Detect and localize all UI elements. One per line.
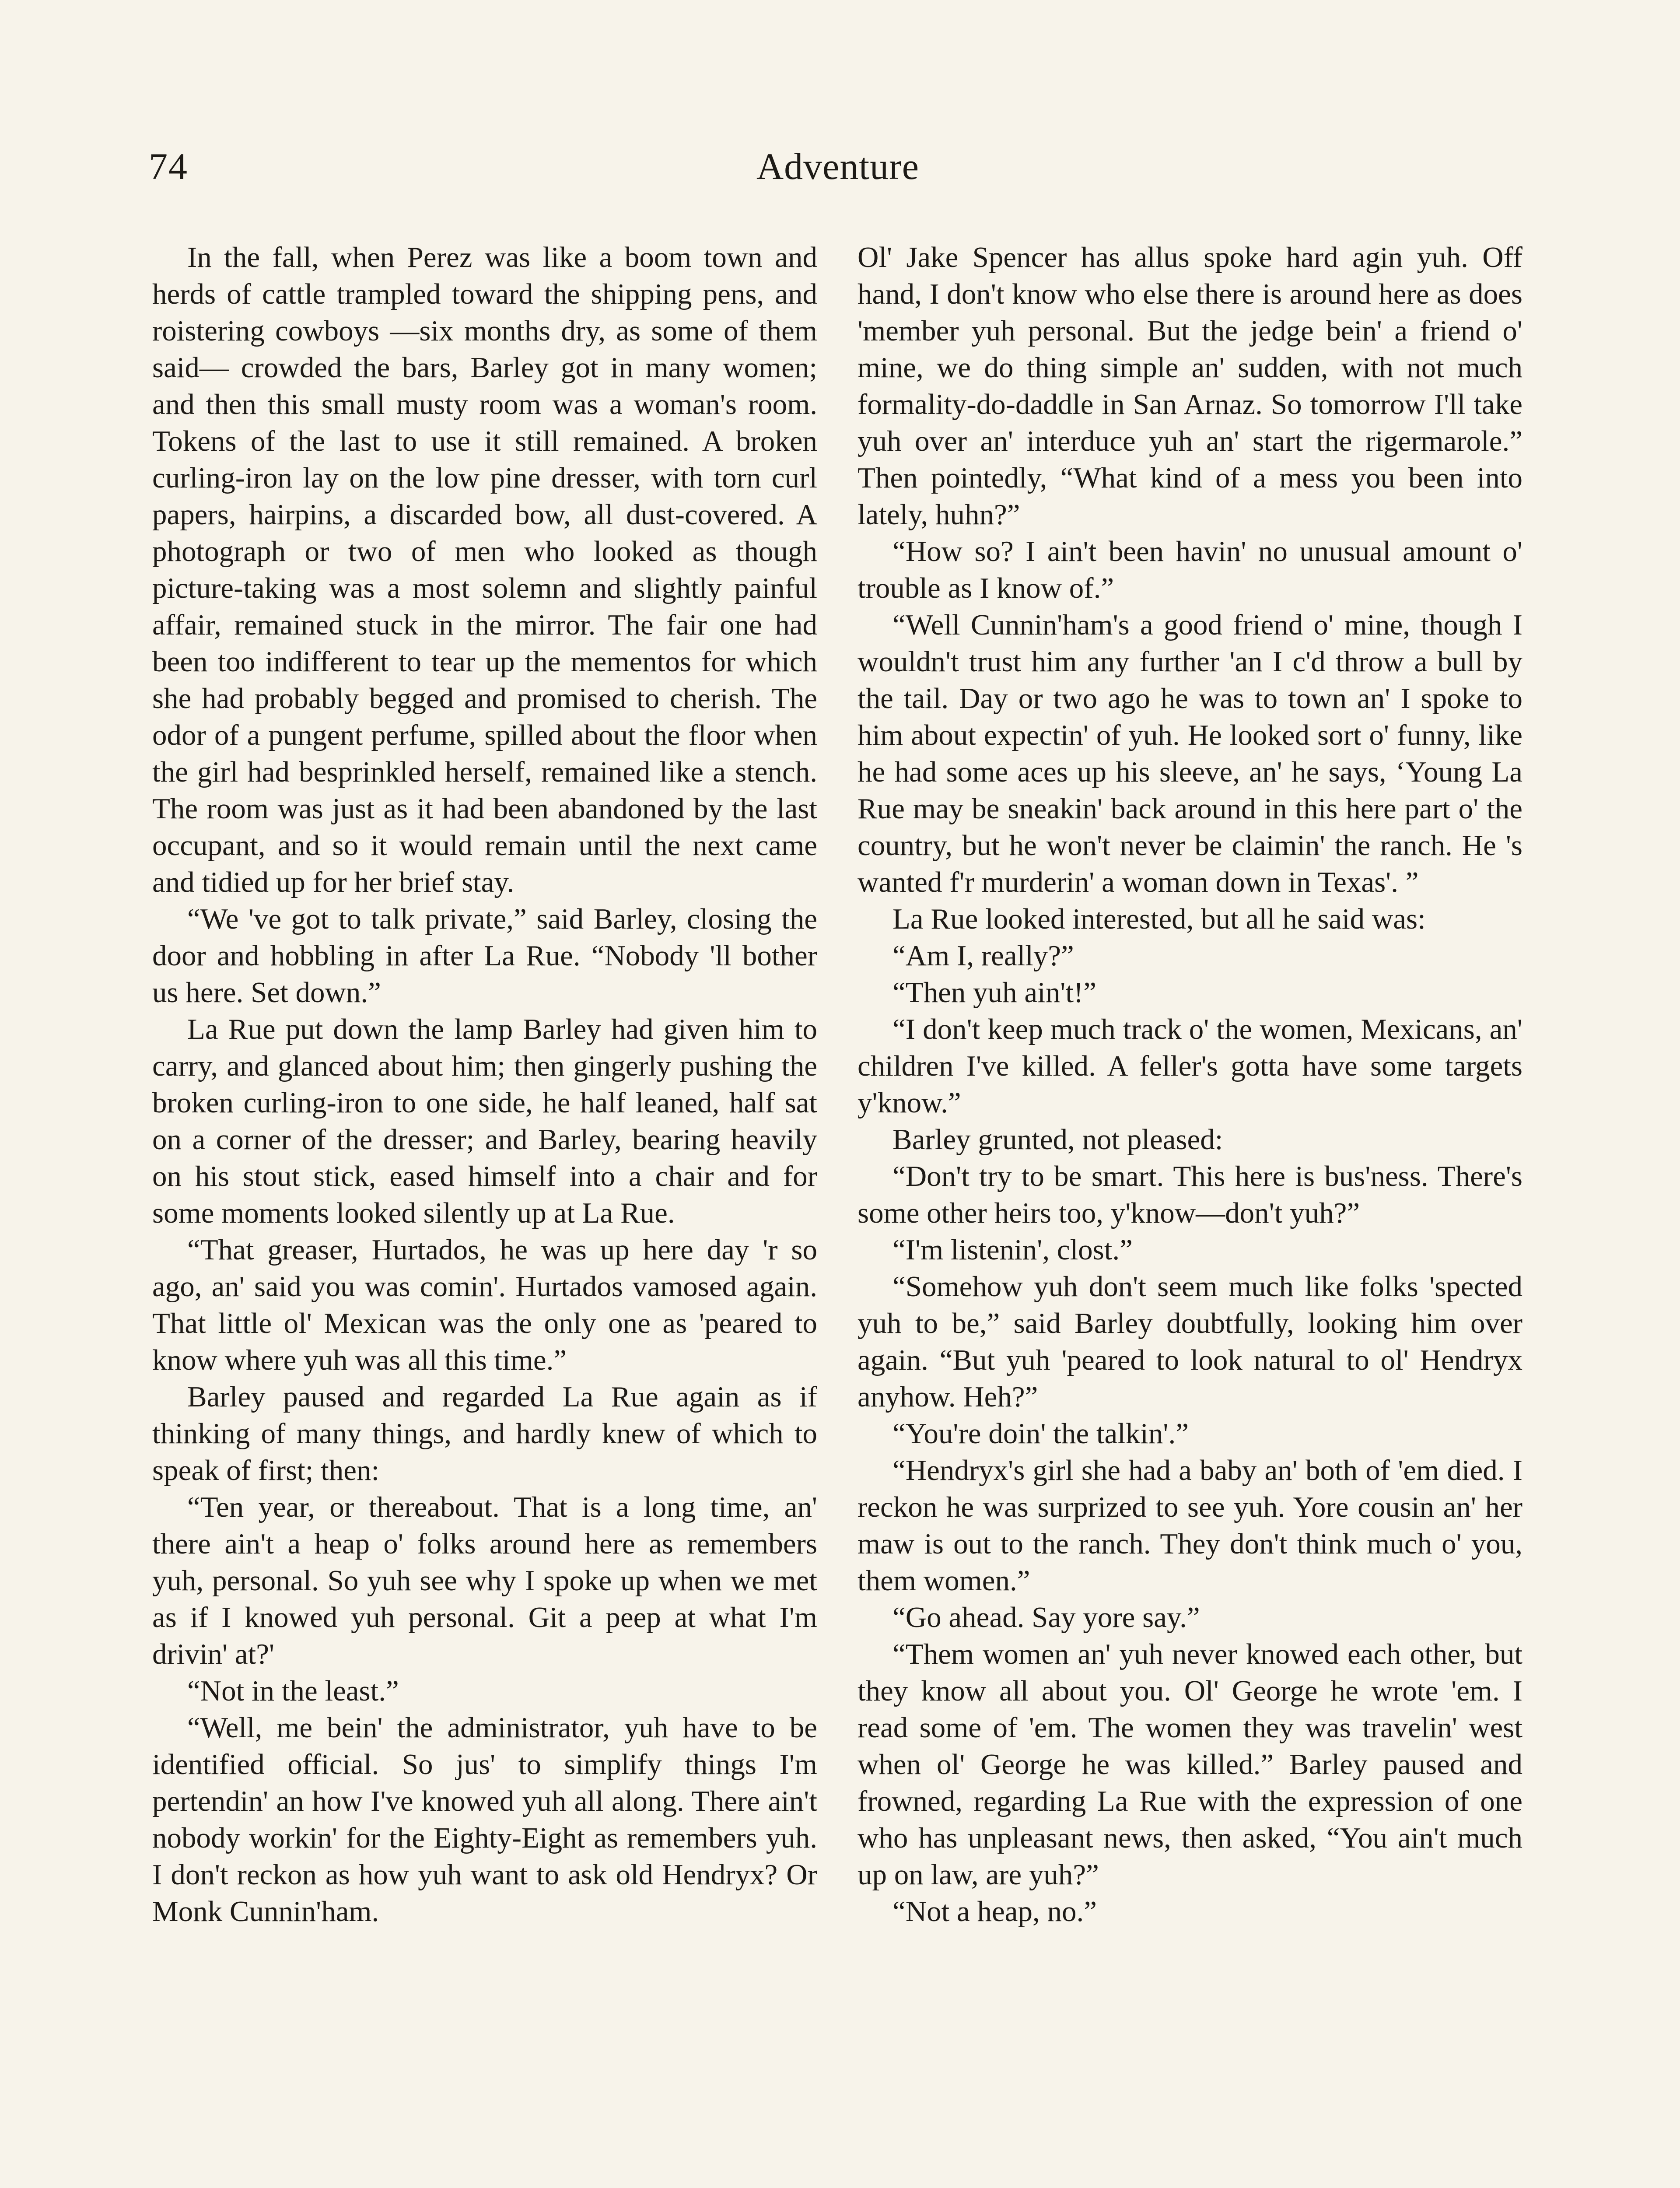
paragraph: “Somehow yuh don't seem much like folks 'spected yuh to be,” said Barley doubtfully, looking him over again. “But yuh 'peared to look natural to ol' Hendryx anyhow. Heh?”	[858, 1270, 1522, 1413]
paragraph: “Go ahead. Say yore say.”	[892, 1601, 1200, 1634]
paragraph-continued: Ol' Jake Spencer has allus spoke hard agin yuh. Off hand, I don't know who else there is around here as does 'member yuh personal. But the jedge bein' a friend o' mine, we do thing simple an' sudden, with not much formality-do-daddle in San Arnaz. So tomorrow I'll take yuh over an' interduce yuh an' start the rigermarole.” Then pointedly, “What kind of a mess you been into lately, huhn?”	[858, 241, 1522, 531]
paragraph: La Rue put down the lamp Barley had given him to carry, and glanced about him; then gingerly pushing the broken curling-iron to one side, he half leaned, half sat on a corner of the dresser; and Barley, bearing heavily on his stout stick, eased himself into a chair and for some moments looked silently up at La Rue.	[152, 1013, 817, 1229]
paragraph: “I don't keep much track o' the women, Mexicans, an' children I've killed. A feller's gotta have some targets y'know.”	[858, 1013, 1522, 1119]
paragraph: “Well, me bein' the administrator, yuh have to be identified official. So jus' to simplify things I'm pertendin' an how I've knowed yuh all along. There ain't nobody workin' for the Eighty-Eight as remembers yuh. I don't reckon as how yuh want to ask old Hendryx? Or Monk Cunnin'ham.	[152, 1711, 817, 1928]
page-number: 74	[149, 145, 188, 187]
paragraph: Barley paused and regarded La Rue again as if thinking of many things, and hardly knew of which to speak of first; then:	[152, 1381, 817, 1487]
paragraph: In the fall, when Perez was like a boom town and herds of cattle trampled toward the shipping pens, and roistering cowboys —six months dry, as some of them said— crowded the bars, Barley got in many women; and then this small musty room was a woman's room. Tokens of the last to use it still remained. A broken curling-iron lay on the low pine dresser, with torn curl papers, hairpins, a discarded bow, all dust-covered. A photograph or two of men who looked as though picture-taking was a most solemn and slightly painful affair, remained stuck in the mirror. The fair one had been too indifferent to tear up the mementos for which she had probably begged and promised to cherish. The odor of a pungent perfume, spilled about the floor when the girl had besprinkled herself, remained like a stench. The room was just as it had been abandoned by the last occupant, and so it would remain until the next came and tidied up for her brief stay.	[152, 241, 817, 898]
paragraph: “Not a heap, no.”	[892, 1895, 1097, 1928]
paragraph: “Well Cunnin'ham's a good friend o' mine, though I wouldn't trust him any further 'an I c'd throw a bull by the tail. Day or two ago he was to town an' I spoke to him about expectin' of yuh. He looked sort o' funny, like he had some aces up his sleeve, an' he says, ‘Young La Rue may be sneakin' back around in this here part o' the country, but he won't never be claimin' the ranch. He 's wanted f'r murderin' a woman down in Texas'. ”	[858, 609, 1522, 898]
paragraph: “Then yuh ain't!”	[892, 976, 1096, 1009]
magazine-title: Adventure	[756, 145, 919, 187]
paragraph: “Am I, really?”	[892, 940, 1074, 972]
paragraph: “Don't try to be smart. This here is bus'ness. There's some other heirs too, y'know—don't yuh?”	[858, 1160, 1522, 1229]
right-column	[858, 239, 1522, 2188]
paragraph: “You're doin' the talkin'.”	[892, 1417, 1189, 1450]
paragraph: La Rue looked interested, but all he said was:	[892, 903, 1426, 935]
paragraph: “Not in the least.”	[187, 1675, 399, 1707]
left-column	[152, 239, 817, 2188]
page-header	[149, 144, 1527, 214]
paragraph: Barley grunted, not pleased:	[892, 1123, 1223, 1156]
paragraph: “I'm listenin', clost.”	[892, 1234, 1133, 1266]
paragraph: “Ten year, or thereabout. That is a long time, an' there ain't a heap o' folks around here as remembers yuh, personal. So yuh see why I spoke up when we met as if I knowed yuh personal. Git a peep at what I'm drivin' at?'	[152, 1491, 817, 1670]
paragraph: “That greaser, Hurtados, he was up here day 'r so ago, an' said you was comin'. Hurtados vamosed again. That little ol' Mexican was the only one as 'peared to know where yuh was all this time.”	[152, 1234, 817, 1376]
paragraph: “How so? I ain't been havin' no unusual amount o' trouble as I know of.”	[858, 535, 1522, 604]
paragraph: “We 've got to talk private,” said Barley, closing the door and hobbling in after La Rue. “Nobody 'll bother us here. Set down.”	[152, 903, 817, 1009]
text-columns	[149, 239, 1531, 2188]
paragraph: “Hendryx's girl she had a baby an' both of 'em died. I reckon he was surprized to see yuh. Yore cousin an' her maw is out to the ranch. They don't think much o' you, them women.”	[858, 1454, 1522, 1597]
paragraph: “Them women an' yuh never knowed each other, but they know all about you. Ol' George he wrote 'em. I read some of 'em. The women they was travelin' west when ol' George he was killed.” Barley paused and frowned, regarding La Rue with the expression of one who has unpleasant news, then asked, “You ain't much up on law, are yuh?”	[858, 1638, 1522, 1891]
